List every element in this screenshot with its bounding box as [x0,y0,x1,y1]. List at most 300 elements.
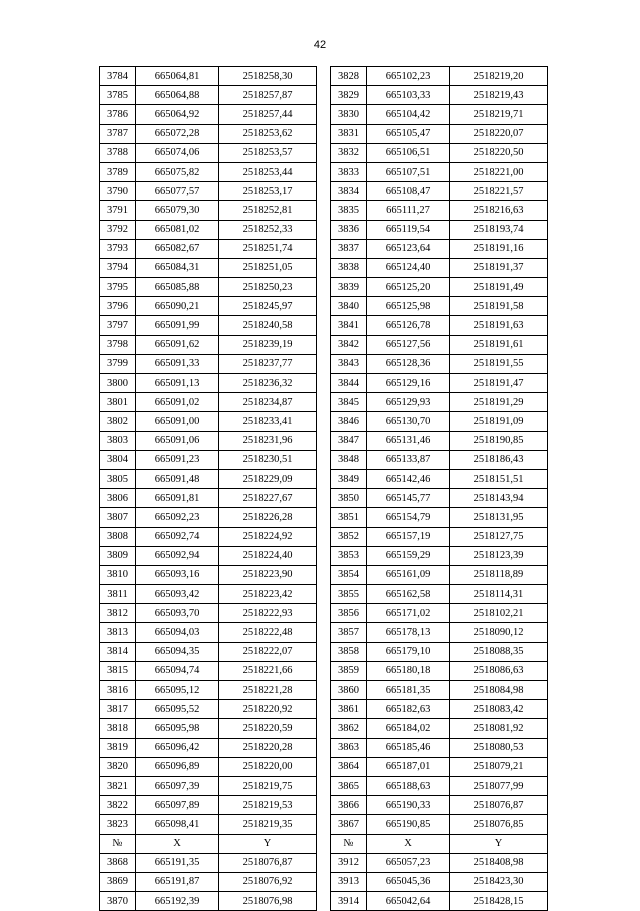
cell-x: 665092,94 [136,546,219,565]
table-row [100,757,548,776]
table-row [100,124,548,143]
table-row [100,316,548,335]
column-gap [317,796,331,815]
cell-y: 2518220,00 [219,757,317,776]
cell-y: 2518257,87 [219,86,317,105]
cell-point-number: 3858 [331,642,367,661]
cell-point-number: 3798 [100,335,136,354]
cell-x: 665108,47 [367,182,450,201]
cell-x: 665091,99 [136,316,219,335]
header-x-left: X [136,834,219,853]
table-row [100,565,548,584]
cell-x: 665093,42 [136,585,219,604]
cell-x: 665191,87 [136,872,219,891]
column-gap [317,374,331,393]
cell-point-number: 3861 [331,700,367,719]
cell-y: 2518219,75 [219,776,317,795]
cell-y: 2518220,28 [219,738,317,757]
cell-y: 2518079,21 [450,757,548,776]
cell-y: 2518191,16 [450,239,548,258]
table-row [100,661,548,680]
cell-y: 2518224,92 [219,527,317,546]
cell-x: 665091,23 [136,450,219,469]
cell-point-number: 3859 [331,661,367,680]
cell-y: 2518191,29 [450,393,548,412]
table-row [100,431,548,450]
cell-y: 2518118,89 [450,565,548,584]
cell-x: 665182,63 [367,700,450,719]
table-row [100,162,548,181]
cell-point-number: 3844 [331,374,367,393]
cell-point-number: 3838 [331,258,367,277]
cell-point-number: 3817 [100,700,136,719]
cell-y: 2518086,63 [450,661,548,680]
cell-point-number: 3831 [331,124,367,143]
cell-y: 2518219,53 [219,796,317,815]
column-gap [317,67,331,86]
column-gap [317,623,331,642]
cell-point-number: 3851 [331,508,367,527]
cell-point-number: 3837 [331,239,367,258]
column-gap [317,239,331,258]
table-row [100,700,548,719]
cell-x: 665079,30 [136,201,219,220]
cell-x: 665145,77 [367,489,450,508]
table-row [100,892,548,911]
cell-y: 2518220,50 [450,143,548,162]
cell-x: 665084,31 [136,258,219,277]
column-gap [317,892,331,911]
column-gap [317,527,331,546]
cell-point-number: 3860 [331,681,367,700]
column-gap [317,182,331,201]
cell-y: 2518229,09 [219,469,317,488]
cell-point-number: 3856 [331,604,367,623]
cell-point-number: 3845 [331,393,367,412]
cell-x: 665129,93 [367,393,450,412]
cell-y: 2518250,23 [219,278,317,297]
cell-point-number: 3786 [100,105,136,124]
table-row [100,105,548,124]
table-row [100,738,548,757]
column-gap [317,450,331,469]
cell-y: 2518223,42 [219,585,317,604]
table-row [100,335,548,354]
cell-point-number: 3823 [100,815,136,834]
cell-point-number: 3866 [331,796,367,815]
cell-x: 665072,28 [136,124,219,143]
column-gap [317,86,331,105]
column-gap [317,738,331,757]
cell-point-number: 3846 [331,412,367,431]
column-gap [317,489,331,508]
cell-x: 665131,46 [367,431,450,450]
cell-x: 665090,21 [136,297,219,316]
cell-x: 665171,02 [367,604,450,623]
cell-y: 2518143,94 [450,489,548,508]
cell-x: 665107,51 [367,162,450,181]
coordinates-table [99,66,548,911]
cell-x: 665091,02 [136,393,219,412]
cell-point-number: 3814 [100,642,136,661]
cell-point-number: 3835 [331,201,367,220]
cell-y: 2518114,31 [450,585,548,604]
column-gap [317,143,331,162]
cell-point-number: 3785 [100,86,136,105]
cell-point-number: 3832 [331,143,367,162]
cell-y: 2518220,92 [219,700,317,719]
cell-x: 665179,10 [367,642,450,661]
column-gap [317,815,331,834]
cell-x: 665187,01 [367,757,450,776]
cell-x: 665081,02 [136,220,219,239]
cell-y: 2518088,35 [450,642,548,661]
cell-y: 2518191,47 [450,374,548,393]
cell-point-number: 3855 [331,585,367,604]
cell-point-number: 3820 [100,757,136,776]
cell-point-number: 3828 [331,67,367,86]
cell-point-number: 3857 [331,623,367,642]
cell-y: 2518252,33 [219,220,317,239]
cell-y: 2518127,75 [450,527,548,546]
cell-point-number: 3812 [100,604,136,623]
cell-y: 2518080,53 [450,738,548,757]
cell-x: 665106,51 [367,143,450,162]
cell-y: 2518257,44 [219,105,317,124]
cell-x: 665064,88 [136,86,219,105]
cell-point-number: 3807 [100,508,136,527]
cell-y: 2518221,57 [450,182,548,201]
cell-x: 665124,40 [367,258,450,277]
column-gap [317,546,331,565]
cell-y: 2518076,92 [219,872,317,891]
cell-x: 665190,85 [367,815,450,834]
cell-x: 665091,06 [136,431,219,450]
cell-y: 2518253,62 [219,124,317,143]
cell-x: 665092,74 [136,527,219,546]
cell-x: 665185,46 [367,738,450,757]
cell-point-number: 3852 [331,527,367,546]
cell-x: 665064,81 [136,67,219,86]
cell-point-number: 3914 [331,892,367,911]
cell-x: 665103,33 [367,86,450,105]
column-gap [317,834,331,853]
cell-point-number: 3794 [100,258,136,277]
cell-point-number: 3789 [100,162,136,181]
cell-y: 2518237,77 [219,354,317,373]
cell-y: 2518222,48 [219,623,317,642]
column-gap [317,316,331,335]
cell-y: 2518245,97 [219,297,317,316]
header-no-left: № [100,834,136,853]
cell-y: 2518123,39 [450,546,548,565]
table-row [100,489,548,508]
cell-point-number: 3819 [100,738,136,757]
cell-point-number: 3840 [331,297,367,316]
cell-x: 665154,79 [367,508,450,527]
cell-x: 665091,13 [136,374,219,393]
cell-x: 665064,92 [136,105,219,124]
cell-point-number: 3853 [331,546,367,565]
cell-point-number: 3836 [331,220,367,239]
cell-x: 665142,46 [367,469,450,488]
table-row [100,86,548,105]
cell-y: 2518230,51 [219,450,317,469]
cell-y: 2518219,20 [450,67,548,86]
cell-x: 665094,03 [136,623,219,642]
cell-point-number: 3800 [100,374,136,393]
cell-y: 2518190,85 [450,431,548,450]
cell-x: 665077,57 [136,182,219,201]
column-gap [317,853,331,872]
cell-point-number: 3802 [100,412,136,431]
cell-y: 2518423,30 [450,872,548,891]
table-row [100,681,548,700]
cell-y: 2518252,81 [219,201,317,220]
cell-x: 665095,98 [136,719,219,738]
cell-x: 665091,62 [136,335,219,354]
cell-y: 2518428,15 [450,892,548,911]
cell-y: 2518219,43 [450,86,548,105]
cell-x: 665091,81 [136,489,219,508]
cell-point-number: 3847 [331,431,367,450]
table-row [100,469,548,488]
cell-y: 2518227,67 [219,489,317,508]
cell-y: 2518251,74 [219,239,317,258]
cell-x: 665111,27 [367,201,450,220]
cell-x: 665097,89 [136,796,219,815]
cell-x: 665093,16 [136,565,219,584]
cell-x: 665130,70 [367,412,450,431]
cell-x: 665085,88 [136,278,219,297]
cell-x: 665057,23 [367,853,450,872]
cell-x: 665095,52 [136,700,219,719]
cell-x: 665125,98 [367,297,450,316]
cell-y: 2518222,93 [219,604,317,623]
cell-y: 2518408,98 [450,853,548,872]
cell-x: 665127,56 [367,335,450,354]
table-header-row [100,834,548,853]
cell-point-number: 3808 [100,527,136,546]
cell-point-number: 3842 [331,335,367,354]
table-row [100,776,548,795]
cell-y: 2518191,09 [450,412,548,431]
table-row [100,67,548,86]
cell-y: 2518221,00 [450,162,548,181]
cell-y: 2518219,71 [450,105,548,124]
column-gap [317,719,331,738]
column-gap [317,872,331,891]
cell-x: 665181,35 [367,681,450,700]
table-row [100,239,548,258]
table-row [100,412,548,431]
cell-y: 2518226,28 [219,508,317,527]
cell-point-number: 3810 [100,565,136,584]
cell-point-number: 3829 [331,86,367,105]
cell-x: 665074,06 [136,143,219,162]
table-row [100,258,548,277]
cell-x: 665091,33 [136,354,219,373]
table-row [100,642,548,661]
cell-point-number: 3912 [331,853,367,872]
cell-point-number: 3849 [331,469,367,488]
table-row [100,220,548,239]
column-gap [317,585,331,604]
cell-y: 2518084,98 [450,681,548,700]
cell-y: 2518233,41 [219,412,317,431]
cell-point-number: 3843 [331,354,367,373]
column-gap [317,412,331,431]
cell-point-number: 3841 [331,316,367,335]
header-no-right: № [331,834,367,853]
cell-y: 2518251,05 [219,258,317,277]
cell-point-number: 3869 [100,872,136,891]
cell-point-number: 3788 [100,143,136,162]
table-body-top [100,67,548,835]
cell-point-number: 3816 [100,681,136,700]
cell-point-number: 3809 [100,546,136,565]
cell-point-number: 3790 [100,182,136,201]
cell-y: 2518224,40 [219,546,317,565]
table-row [100,872,548,891]
table-row [100,354,548,373]
cell-x: 665129,16 [367,374,450,393]
table-row [100,546,548,565]
column-gap [317,354,331,373]
cell-point-number: 3811 [100,585,136,604]
cell-point-number: 3864 [331,757,367,776]
cell-y: 2518076,87 [450,796,548,815]
cell-x: 665162,58 [367,585,450,604]
cell-x: 665119,54 [367,220,450,239]
cell-point-number: 3865 [331,776,367,795]
table-header-row-group [100,834,548,853]
cell-x: 665075,82 [136,162,219,181]
cell-x: 665133,87 [367,450,450,469]
table-row [100,278,548,297]
column-gap [317,661,331,680]
cell-point-number: 3868 [100,853,136,872]
column-gap [317,431,331,450]
column-gap [317,201,331,220]
column-gap [317,124,331,143]
cell-y: 2518191,61 [450,335,548,354]
cell-x: 665159,29 [367,546,450,565]
table-row [100,796,548,815]
cell-point-number: 3913 [331,872,367,891]
cell-y: 2518216,63 [450,201,548,220]
cell-point-number: 3797 [100,316,136,335]
cell-x: 665098,41 [136,815,219,834]
table-row [100,201,548,220]
cell-x: 665191,35 [136,853,219,872]
cell-x: 665042,64 [367,892,450,911]
column-gap [317,278,331,297]
cell-x: 665105,47 [367,124,450,143]
column-gap [317,642,331,661]
cell-x: 665104,42 [367,105,450,124]
table-row [100,297,548,316]
cell-y: 2518236,32 [219,374,317,393]
cell-point-number: 3848 [331,450,367,469]
cell-point-number: 3822 [100,796,136,815]
cell-y: 2518151,51 [450,469,548,488]
table-row [100,815,548,834]
column-gap [317,565,331,584]
cell-point-number: 3803 [100,431,136,450]
cell-x: 665091,00 [136,412,219,431]
cell-x: 665188,63 [367,776,450,795]
cell-point-number: 3795 [100,278,136,297]
column-gap [317,681,331,700]
cell-y: 2518191,49 [450,278,548,297]
cell-y: 2518076,98 [219,892,317,911]
cell-point-number: 3813 [100,623,136,642]
cell-y: 2518186,43 [450,450,548,469]
cell-y: 2518191,55 [450,354,548,373]
cell-x: 665045,36 [367,872,450,891]
column-gap [317,393,331,412]
cell-y: 2518191,37 [450,258,548,277]
table-row [100,182,548,201]
table-body-bottom [100,853,548,911]
cell-x: 665092,23 [136,508,219,527]
cell-x: 665094,35 [136,642,219,661]
cell-x: 665178,13 [367,623,450,642]
cell-y: 2518253,57 [219,143,317,162]
cell-y: 2518191,63 [450,316,548,335]
cell-y: 2518131,95 [450,508,548,527]
cell-point-number: 3821 [100,776,136,795]
column-gap [317,776,331,795]
cell-x: 665157,19 [367,527,450,546]
cell-x: 665096,42 [136,738,219,757]
cell-y: 2518221,66 [219,661,317,680]
header-x-right: X [367,834,450,853]
page-number: 42 [313,39,327,51]
cell-point-number: 3863 [331,738,367,757]
cell-x: 665125,20 [367,278,450,297]
cell-x: 665097,39 [136,776,219,795]
cell-y: 2518234,87 [219,393,317,412]
cell-y: 2518221,28 [219,681,317,700]
cell-x: 665095,12 [136,681,219,700]
column-gap [317,700,331,719]
cell-y: 2518077,99 [450,776,548,795]
cell-point-number: 3792 [100,220,136,239]
cell-point-number: 3796 [100,297,136,316]
cell-y: 2518253,44 [219,162,317,181]
cell-x: 665091,48 [136,469,219,488]
cell-x: 665123,64 [367,239,450,258]
column-gap [317,162,331,181]
cell-point-number: 3870 [100,892,136,911]
cell-y: 2518090,12 [450,623,548,642]
table-row [100,374,548,393]
cell-x: 665126,78 [367,316,450,335]
cell-point-number: 3801 [100,393,136,412]
column-gap [317,297,331,316]
table-row [100,719,548,738]
table-row [100,527,548,546]
header-y-left: Y [219,834,317,853]
header-y-right: Y [450,834,548,853]
cell-y: 2518220,07 [450,124,548,143]
column-gap [317,105,331,124]
table-row [100,585,548,604]
cell-y: 2518240,58 [219,316,317,335]
cell-y: 2518076,87 [219,853,317,872]
